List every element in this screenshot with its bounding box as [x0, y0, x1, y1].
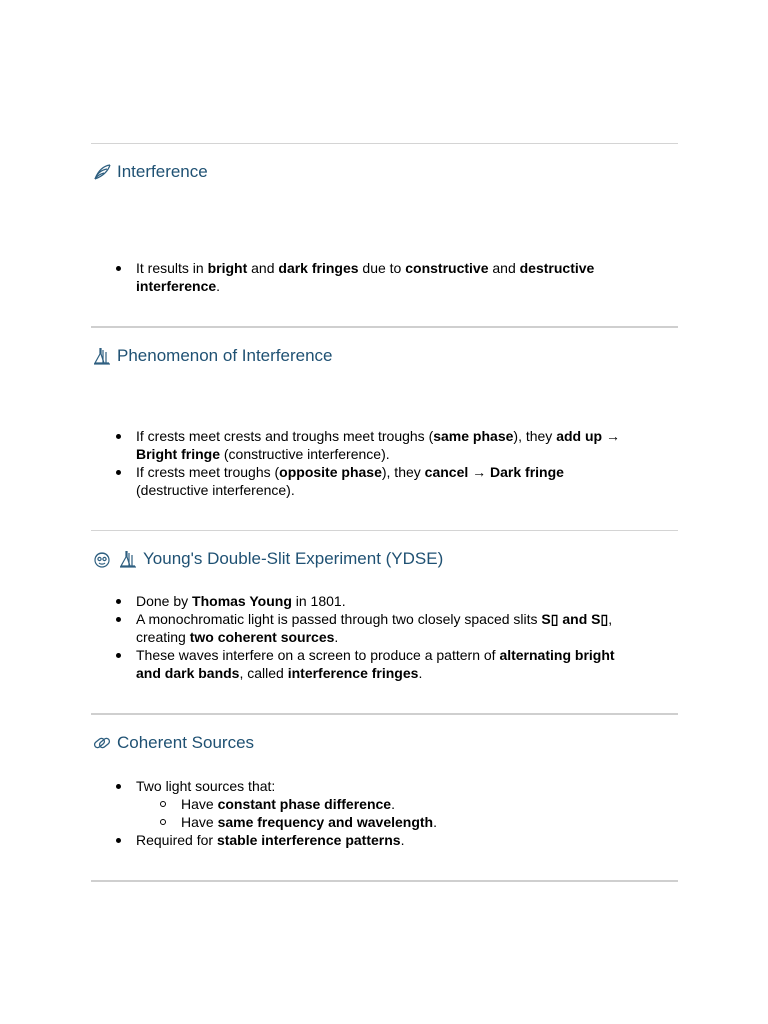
list-item: If crests meet crests and troughs meet troughs (same phase), they add up → Bright fringe (constructive interference). — [136, 427, 666, 463]
feather-wave-icon — [91, 161, 113, 183]
divider — [91, 530, 678, 531]
list-item: Done by Thomas Young in 1801. — [136, 592, 666, 610]
sub-bullet-list — [136, 795, 666, 831]
list-item — [136, 777, 666, 831]
list-item: A monochromatic light is passed through two closely spaced slits S▯ and S▯, creating two coherent sources. — [136, 610, 666, 646]
section-heading-coherent-sources — [91, 732, 254, 754]
section-heading-interference — [91, 161, 208, 183]
flask-icon — [91, 345, 113, 367]
bullet-list — [136, 592, 666, 682]
sub-list-item: Have constant phase difference. — [181, 795, 666, 813]
bullet-list — [136, 427, 666, 499]
divider — [91, 326, 678, 328]
list-item: These waves interfere on a screen to produce a pattern of alternating bright and dark bands, called interference fringes. — [136, 646, 666, 682]
flask-icon — [117, 548, 139, 570]
section-title: Interference — [117, 162, 208, 181]
list-item: Required for stable interference patterns. — [136, 831, 666, 849]
section-title: Young's Double-Slit Experiment (YDSE) — [143, 549, 444, 568]
section-title: Phenomenon of Interference — [117, 346, 333, 365]
list-item: If crests meet troughs (opposite phase), they cancel → Dark fringe (destructive interference). — [136, 463, 666, 499]
list-item: It results in bright and dark fringes due to constructive and destructive interference. — [136, 259, 666, 295]
list-item-text: Two light sources that: — [136, 778, 276, 794]
section-heading-phenomenon — [91, 345, 332, 367]
divider — [91, 143, 678, 144]
linked-rings-icon — [91, 732, 113, 754]
bullet-list — [136, 259, 666, 295]
divider — [91, 713, 678, 715]
bullet-list — [136, 777, 666, 849]
divider — [91, 880, 678, 882]
sub-list-item: Have same frequency and wavelength. — [181, 813, 666, 831]
section-title: Coherent Sources — [117, 733, 255, 752]
section-heading-ydse — [91, 548, 443, 570]
scientist-face-icon — [91, 548, 113, 570]
